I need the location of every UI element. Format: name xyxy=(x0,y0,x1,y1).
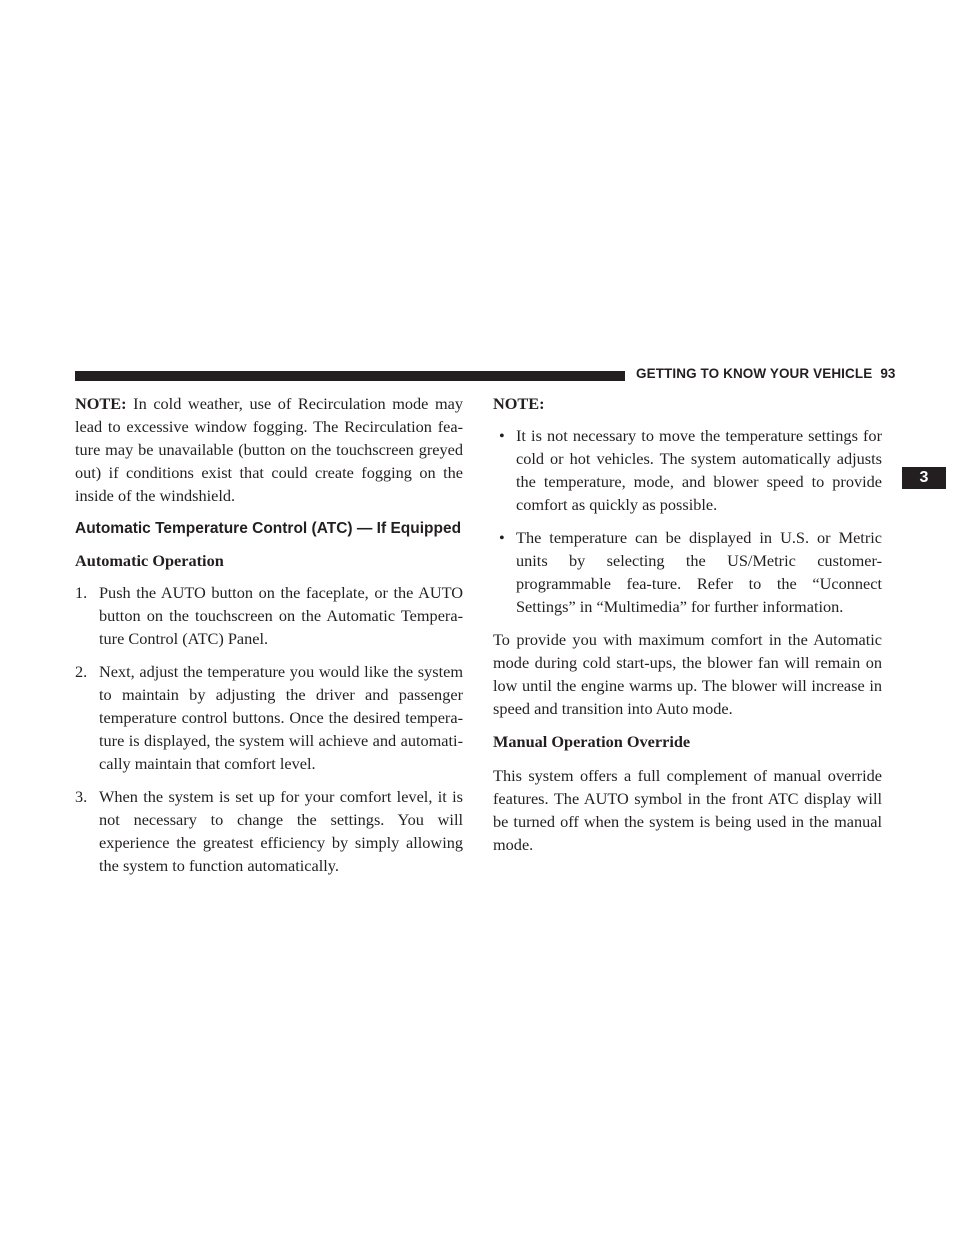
note-bullets xyxy=(493,424,882,618)
bullet-text: It is not necessary to move the temperature settings for cold or hot vehicles. The system automatically adjusts the temperature, mode, and blower speed to provide comfort as quickly as possible. xyxy=(516,426,882,514)
subheading-manual-override: Manual Operation Override xyxy=(493,732,691,751)
note-text: In cold weather, use of Recirculation mode may lead to excessive window fogging. The Recirculation fea-ture may be unavailable (button on the touchscreen greyed out) if conditions exist that could create fogging on the inside of the windshield. xyxy=(75,394,463,505)
header-rule xyxy=(75,371,625,381)
step-text: Next, adjust the temperature you would like the system to maintain by adjusting the driver and passenger temperature control buttons. Once the desired tempera-ture is displayed, the system will achieve and automati-cally maintain that comfort level. xyxy=(99,662,463,773)
right-column xyxy=(493,392,882,856)
list-item xyxy=(75,785,463,877)
left-column xyxy=(75,392,463,887)
bullet-icon: • xyxy=(499,528,505,547)
body-paragraph: To provide you with maximum comfort in the Automatic mode during cold start-ups, the blower fan will remain on low until the engine warms up. The blower will increase in speed and transition into Auto mode. xyxy=(493,630,882,718)
list-item xyxy=(75,581,463,650)
bullet-icon: • xyxy=(499,426,505,445)
note-label: NOTE: xyxy=(75,394,127,413)
section-heading: Automatic Temperature Control (ATC) — If Equipped xyxy=(75,520,462,537)
step-number: 1. xyxy=(75,583,88,602)
note-paragraph xyxy=(75,392,463,507)
steps-list xyxy=(75,581,463,877)
step-text: When the system is set up for your comfort level, it is not necessary to change the settings. You will experience the greatest efficiency by simply allowing the system to function automatically. xyxy=(99,787,463,875)
bullet-text: The temperature can be displayed in U.S. or Metric units by selecting the US/Metric customer-programmable fea-ture. Refer to the “Uconnect Settings” in “Multimedia” for further information. xyxy=(516,528,882,616)
step-text: Push the AUTO button on the faceplate, or the AUTO button on the touchscreen on the Automatic Tempera-ture Control (ATC) Panel. xyxy=(99,583,463,648)
chapter-tab[interactable]: 3 xyxy=(902,467,946,489)
page-number: 93 xyxy=(880,366,896,381)
step-number: 2. xyxy=(75,662,88,681)
body-paragraph: This system offers a full complement of manual override features. The AUTO symbol in the front ATC display will be turned off when the system is being used in the manual mode. xyxy=(493,766,882,854)
note-label: NOTE: xyxy=(493,394,545,413)
subheading-automatic-operation: Automatic Operation xyxy=(75,551,224,570)
header-title: GETTING TO KNOW YOUR VEHICLE xyxy=(636,366,873,381)
list-item xyxy=(493,424,882,516)
list-item xyxy=(493,526,882,618)
list-item xyxy=(75,660,463,775)
running-header xyxy=(636,366,896,381)
step-number: 3. xyxy=(75,787,88,806)
